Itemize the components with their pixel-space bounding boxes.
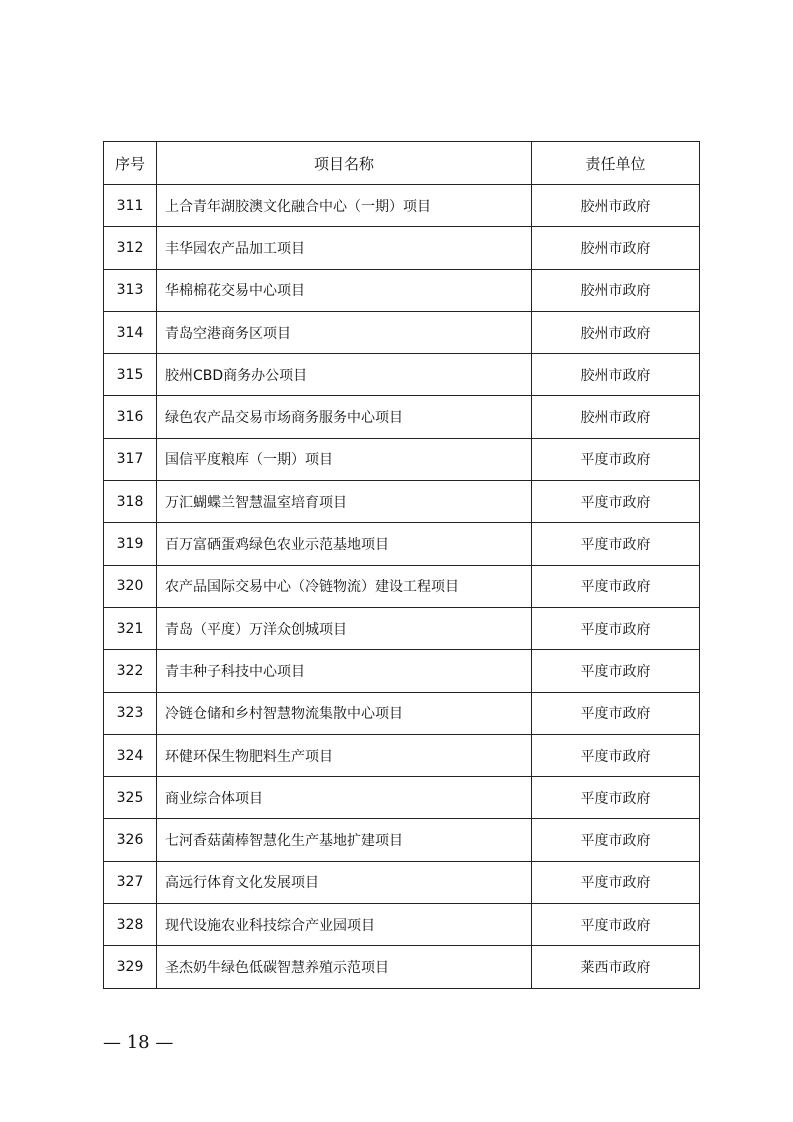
responsible-unit: 平度市政府	[532, 565, 700, 607]
responsible-unit: 平度市政府	[532, 819, 700, 861]
project-name: 青岛空港商务区项目	[157, 311, 532, 353]
table-row	[104, 607, 700, 649]
responsible-unit: 胶州市政府	[532, 227, 700, 269]
row-number: 320	[104, 565, 157, 607]
row-number: 322	[104, 650, 157, 692]
row-number: 311	[104, 185, 157, 227]
table-row	[104, 523, 700, 565]
row-number: 329	[104, 946, 157, 988]
table-row	[104, 946, 700, 988]
row-number: 321	[104, 607, 157, 649]
project-name: 环健环保生物肥料生产项目	[157, 734, 532, 776]
project-name: 丰华园农产品加工项目	[157, 227, 532, 269]
row-number: 317	[104, 438, 157, 480]
project-name: 胶州CBD商务办公项目	[157, 354, 532, 396]
responsible-unit: 平度市政府	[532, 523, 700, 565]
table-row	[104, 565, 700, 607]
table-row	[104, 269, 700, 311]
responsible-unit: 平度市政府	[532, 438, 700, 480]
table-row	[104, 904, 700, 946]
table-row	[104, 734, 700, 776]
responsible-unit: 平度市政府	[532, 734, 700, 776]
project-name: 青丰种子科技中心项目	[157, 650, 532, 692]
project-name: 青岛（平度）万洋众创城项目	[157, 607, 532, 649]
responsible-unit: 平度市政府	[532, 607, 700, 649]
table-row	[104, 861, 700, 903]
row-number: 328	[104, 904, 157, 946]
project-name: 七河香菇菌棒智慧化生产基地扩建项目	[157, 819, 532, 861]
project-name: 华棉棉花交易中心项目	[157, 269, 532, 311]
responsible-unit: 平度市政府	[532, 481, 700, 523]
row-number: 318	[104, 481, 157, 523]
table-row	[104, 438, 700, 480]
project-table	[103, 141, 700, 989]
header-no: 序号	[104, 142, 157, 185]
table-row	[104, 819, 700, 861]
project-name: 商业综合体项目	[157, 777, 532, 819]
page-number: — 18 —	[103, 1032, 174, 1053]
responsible-unit: 平度市政府	[532, 904, 700, 946]
project-name: 圣杰奶牛绿色低碳智慧养殖示范项目	[157, 946, 532, 988]
table-row	[104, 185, 700, 227]
row-number: 315	[104, 354, 157, 396]
header-unit: 责任单位	[532, 142, 700, 185]
table-row	[104, 777, 700, 819]
project-name: 百万富硒蛋鸡绿色农业示范基地项目	[157, 523, 532, 565]
row-number: 323	[104, 692, 157, 734]
responsible-unit: 胶州市政府	[532, 354, 700, 396]
responsible-unit: 胶州市政府	[532, 396, 700, 438]
project-name: 上合青年湖胶澳文化融合中心（一期）项目	[157, 185, 532, 227]
table-row	[104, 650, 700, 692]
responsible-unit: 平度市政府	[532, 650, 700, 692]
responsible-unit: 胶州市政府	[532, 311, 700, 353]
header-name: 项目名称	[157, 142, 532, 185]
row-number: 314	[104, 311, 157, 353]
project-name: 冷链仓储和乡村智慧物流集散中心项目	[157, 692, 532, 734]
project-name: 现代设施农业科技综合产业园项目	[157, 904, 532, 946]
responsible-unit: 莱西市政府	[532, 946, 700, 988]
table-row	[104, 481, 700, 523]
row-number: 324	[104, 734, 157, 776]
responsible-unit: 胶州市政府	[532, 185, 700, 227]
project-name: 绿色农产品交易市场商务服务中心项目	[157, 396, 532, 438]
table-row	[104, 692, 700, 734]
table-header	[104, 142, 700, 185]
responsible-unit: 胶州市政府	[532, 269, 700, 311]
table-row	[104, 311, 700, 353]
project-name: 农产品国际交易中心（冷链物流）建设工程项目	[157, 565, 532, 607]
project-name: 高远行体育文化发展项目	[157, 861, 532, 903]
responsible-unit: 平度市政府	[532, 861, 700, 903]
responsible-unit: 平度市政府	[532, 777, 700, 819]
row-number: 319	[104, 523, 157, 565]
row-number: 312	[104, 227, 157, 269]
row-number: 316	[104, 396, 157, 438]
row-number: 326	[104, 819, 157, 861]
table-row	[104, 354, 700, 396]
responsible-unit: 平度市政府	[532, 692, 700, 734]
table-body	[104, 185, 700, 989]
row-number: 325	[104, 777, 157, 819]
project-name: 国信平度粮库（一期）项目	[157, 438, 532, 480]
table-row	[104, 227, 700, 269]
row-number: 313	[104, 269, 157, 311]
header-row	[104, 142, 700, 185]
project-name: 万汇蝴蝶兰智慧温室培育项目	[157, 481, 532, 523]
row-number: 327	[104, 861, 157, 903]
table-row	[104, 396, 700, 438]
